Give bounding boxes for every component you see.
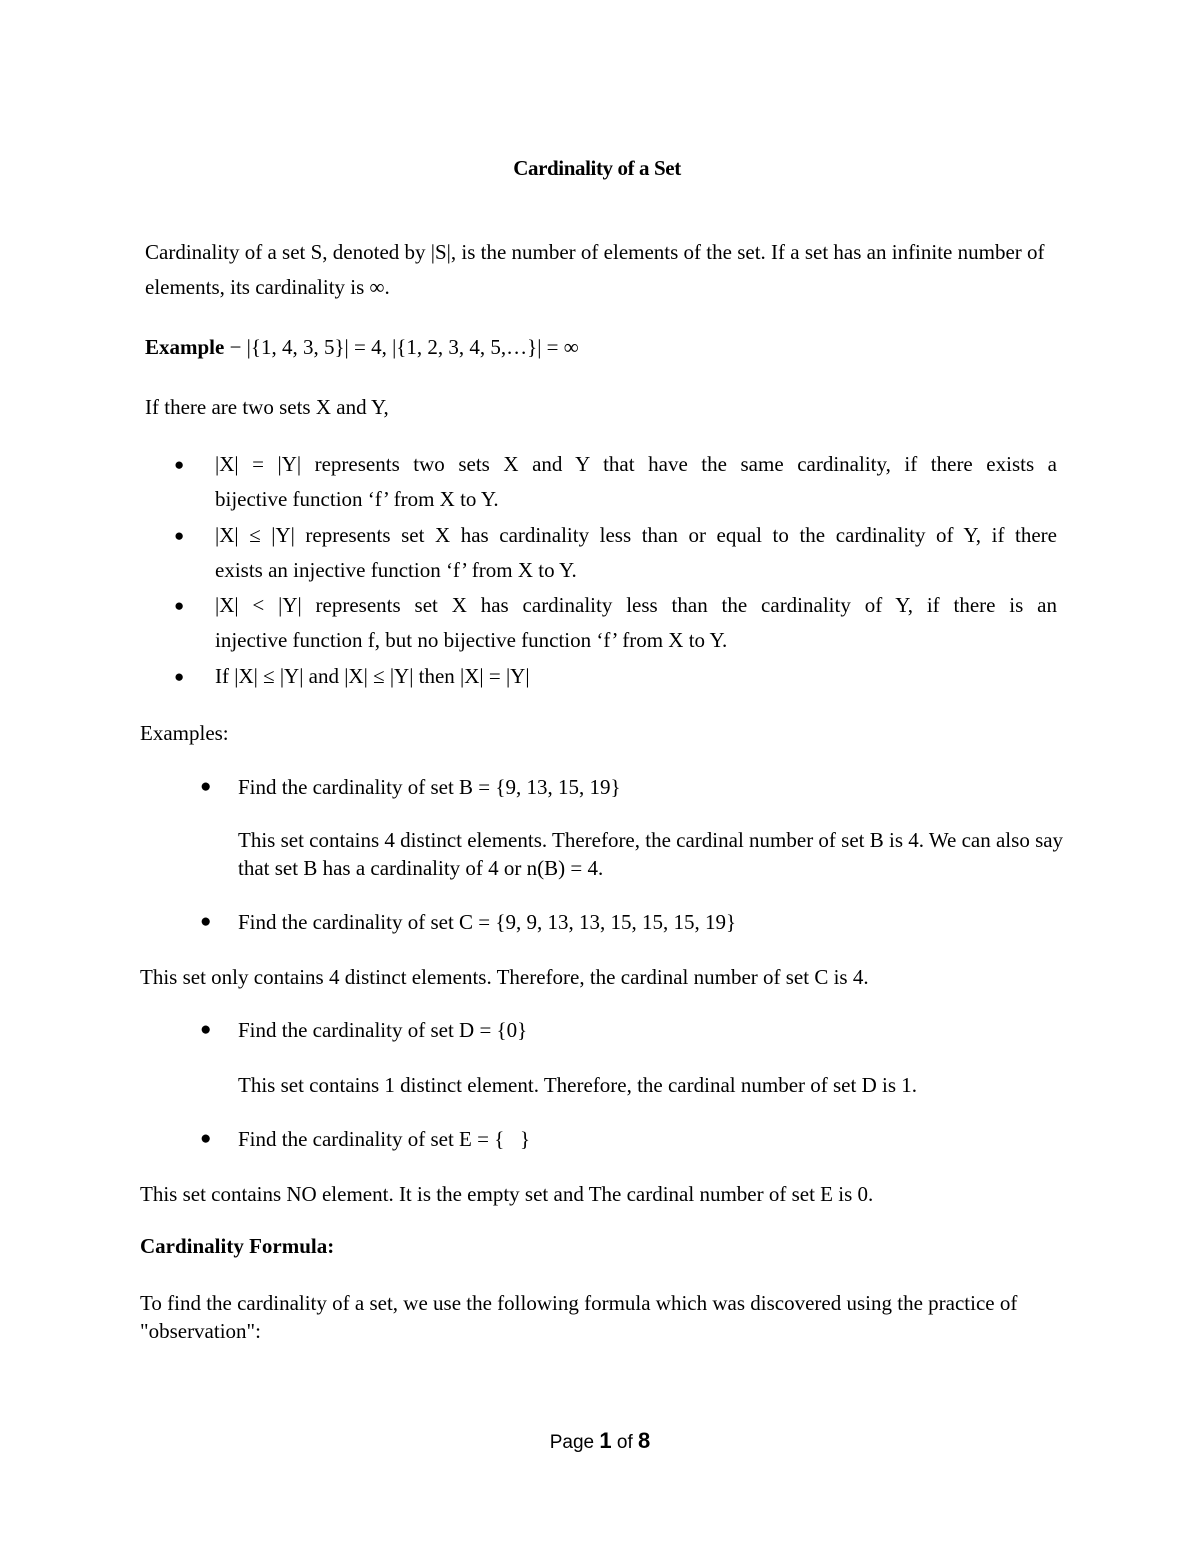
property-line2: bijective function ‘f’ from X to Y. [215,487,499,511]
formula-heading: Cardinality Formula: [140,1234,335,1258]
property-line2: injective function f, but no bijective function ‘f’ from X to Y. [215,628,728,652]
property-line1: If |X| ≤ |Y| and |X| ≤ |Y| then |X| = |Y| [215,664,530,688]
of-word: of [616,1432,633,1453]
example-label: Example [145,335,225,359]
example-question: Find the cardinality of set B = {9, 13, 15, 19} [238,775,621,799]
example-question: Find the cardinality of set D = {0} [238,1018,528,1042]
example-question: Find the cardinality of set E = { } [238,1127,531,1151]
example-answer: This set contains NO element. It is the empty set and The cardinal number of set E is 0. [140,1182,874,1206]
property-line1: |X| < |Y| represents set X has cardinality less than the cardinality of Y, if there is an [215,593,1057,617]
bullet-icon: ● [200,1019,212,1040]
bullet-icon: ● [200,911,212,932]
bullet-icon: ● [174,455,185,474]
example-text: − |{1, 4, 3, 5}| = 4, |{1, 2, 3, 4, 5,…}| = ∞ [224,335,579,359]
bullet-icon: ● [174,667,185,686]
property-line2: exists an injective function ‘f’ from X to Y. [215,558,577,582]
bullet-icon: ● [200,776,212,797]
property-line1: |X| = |Y| represents two sets X and Y that have the same cardinality, if there exists a [215,452,1057,476]
property-line1: |X| ≤ |Y| represents set X has cardinality less than or equal to the cardinality of Y, if there [215,523,1057,547]
page-word: Page [549,1432,595,1453]
example-answer: This set only contains 4 distinct elements. Therefore, the cardinal number of set C is 4. [140,965,869,989]
formula-paragraph: To find the cardinality of a set, we use the following formula which was discovered using the practice of "observation": [140,1291,1018,1343]
page-title: Cardinality of a Set [513,156,681,180]
bullet-icon: ● [174,596,185,615]
page-number: 1 [599,1428,612,1453]
example-question: Find the cardinality of set C = {9, 9, 13, 13, 15, 15, 15, 19} [238,910,737,934]
bullet-icon: ● [174,526,185,545]
example-answer: This set contains 1 distinct element. Therefore, the cardinal number of set D is 1. [238,1073,918,1097]
examples-heading: Examples: [140,721,229,745]
example-line [145,330,579,365]
page-footer [0,1428,1200,1454]
bullet-icon: ● [200,1128,212,1149]
page-total: 8 [638,1428,651,1453]
example-answer: This set contains 4 distinct elements. Therefore, the cardinal number of set B is 4. We can also say that set B has a cardinality of 4 or n(B) = 4. [238,828,1064,880]
two-sets-line: If there are two sets X and Y, [145,395,389,419]
intro-paragraph: Cardinality of a set S, denoted by |S|, is the number of elements of the set. If a set has an infinite number of elements, its cardinality is ∞. [145,240,1045,299]
